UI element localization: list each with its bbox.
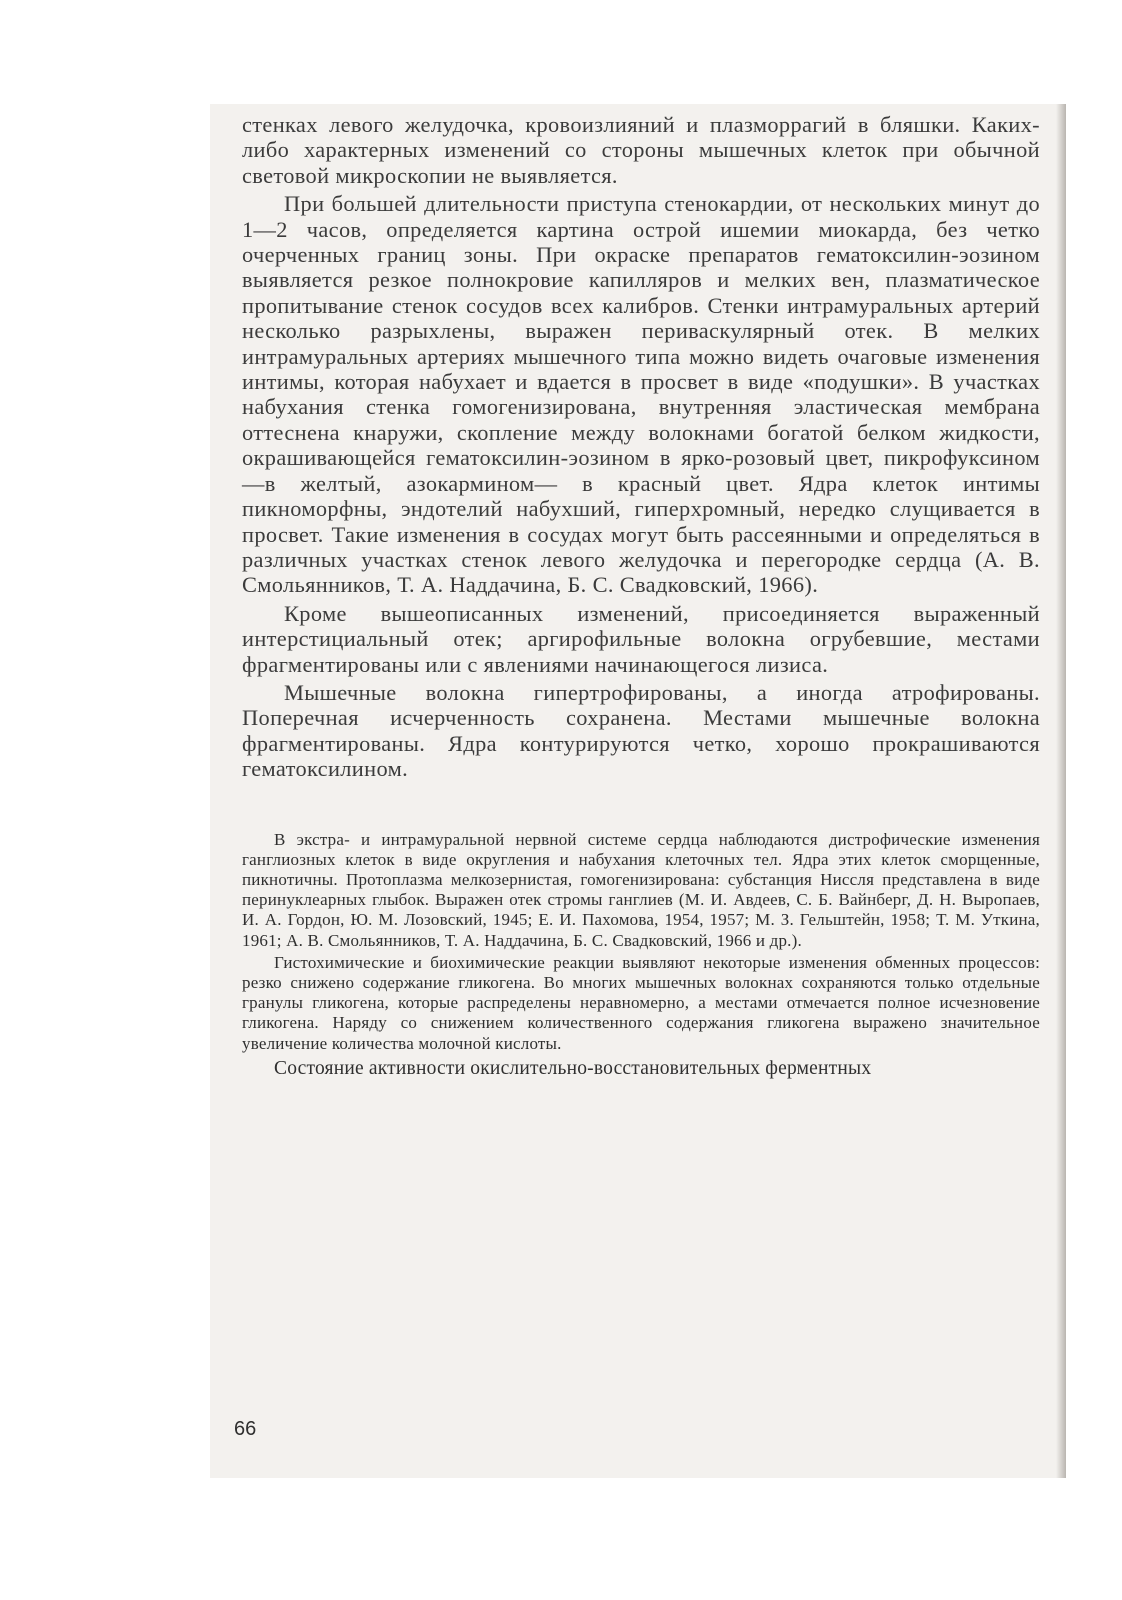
page-text (242, 112, 1040, 1080)
page-number: 66 (234, 1418, 257, 1440)
paragraph-3: Кроме вышеописанных изменений, присоединяется выраженный интерстициальный отек; аргирофильные волокна огрубевшие, местами фрагментированы или с явлениями начинающегося лизиса. (242, 600, 1040, 677)
paragraph-4: Мышечные волокна гипертрофированы, а иногда атрофированы. Поперечная исчерченность сохранена. Местами мышечные волокна фрагментированы. Ядра контурируются четко, хорошо прокрашиваются гематоксилином. (242, 679, 1040, 782)
paragraph-1: стенках левого желудочка, кровоизлияний и плазморрагий в бляшки. Каких-либо характерных изменений со стороны мышечных клеток при обычной световой микроскопии не выявляется. (242, 112, 1040, 188)
paragraph-2: При большей длительности приступа стенокардии, от нескольких минут до 1—2 часов, определяется картина острой ишемии миокарда, без четко очерченных границ зоны. При окраске препаратов гематоксилин-эозином выявляется резкое полнокровие капилляров и мелких вен, плазматическое пропитывание стенок сосудов всех калибров. Стенки интрамуральных артерий несколько разрыхлены, выражен периваскулярный отек. В мелких интрамуральных артериях мышечного типа можно видеть очаговые изменения интимы, которая набухает и вдается в просвет в виде «подушки». В участках набухания стенка гомогенизирована, внутренняя эластическая мембрана оттеснена кнаружи, скопление между волокнами богатой белком жидкости, окрашивающейся гематоксилин-эозином в ярко-розовый цвет, пикрофуксином—в желтый, азокармином— в красный цвет. Ядра клеток интимы пикноморфны, эндотелий набухший, гиперхромный, нередко слущивается в просвет. Такие изменения в сосудах могут быть рассеянными и определяться в различных участках стенок левого желудочка и перегородке сердца (А. В. Смольянников, Т. А. Наддачина, Б. С. Свадковский, 1966). (242, 191, 1040, 598)
small-paragraph-2: Гистохимические и биохимические реакции выявляют некоторые изменения обменных процессов: резко снижено содержание гликогена. Во многих мышечных волокнах сохраняются только отдельные гранулы гликогена, которые распределены неравномерно, а местами отмечается полное исчезновение гликогена. Наряду со снижением количественного содержания гликогена выражено значительное увеличение количества молочной кислоты. (242, 952, 1040, 1053)
small-print-section (242, 830, 1040, 1080)
main-text (242, 112, 1040, 782)
book-page (210, 104, 1066, 1478)
continued-paragraph: Состояние активности окислительно-восстановительных ферментных (274, 1057, 872, 1079)
small-paragraph-1: В экстра- и интрамуральной нервной системе сердца наблюдаются дистрофические изменения ганглиозных клеток в виде округления и набухания клеточных тел. Ядра этих клеток сморщенные, пикнотичны. Протоплазма мелкозернистая, гомогенизирована: субстанция Ниссля представлена в виде перинуклеарных глыбок. Выражен отек стромы ганглиев (М. И. Авдеев, С. Б. Вайнберг, Д. Н. Выропаев, И. А. Гордон, Ю. М. Лозовский, 1945; Е. И. Пахомова, 1954, 1957; М. З. Гельштейн, 1958; Т. М. Уткина, 1961; А. В. Смольянников, Т. А. Наддачина, Б. С. Свадковский, 1966 и др.). (242, 829, 1040, 950)
